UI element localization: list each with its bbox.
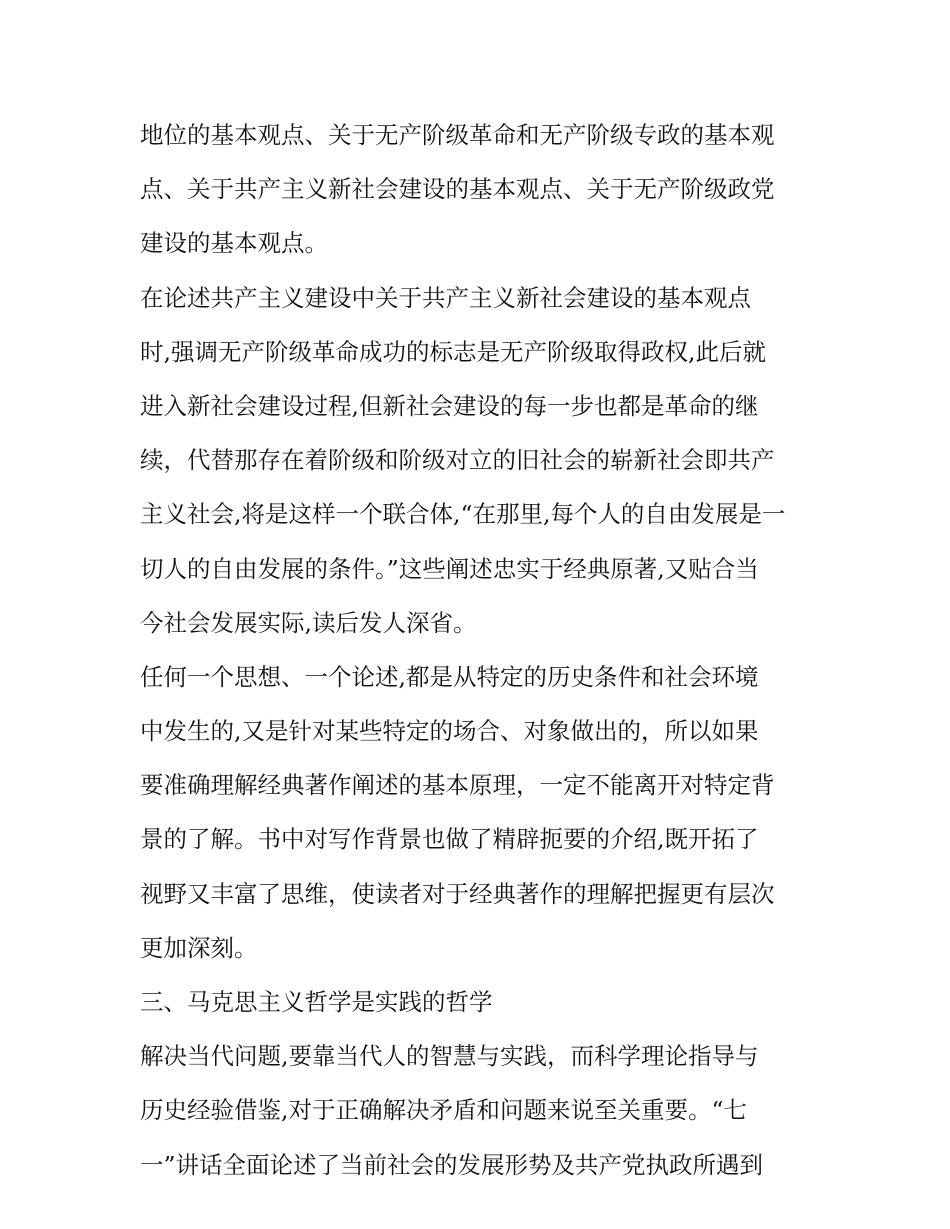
text-line: 要准确理解经典著作阐述的基本原理，一定不能离开对特定背	[140, 771, 775, 800]
text-line: 解决当代问题,要靠当代人的智慧与实践，而科学理论指导与	[140, 1042, 759, 1071]
text-line: 点、关于共产主义新社会建设的基本观点、关于无产阶级政党	[140, 175, 775, 204]
text-line: 更加深刻。	[140, 933, 258, 962]
text-line: 时,强调无产阶级革命成功的标志是无产阶级取得政权,此后就	[140, 337, 766, 366]
text-line: 中发生的,又是针对某些特定的场合、对象做出的，所以如果	[140, 717, 759, 746]
text-line: 在论述共产主义建设中关于共产主义新社会建设的基本观点	[140, 283, 751, 312]
text-line: 续，代替那存在着阶级和阶级对立的旧社会的崭新社会即共产	[140, 446, 775, 475]
text-line: 一”讲话全面论述了当前社会的发展形势及共产党执政所遇到	[140, 1150, 764, 1179]
text-line: 建设的基本观点。	[140, 229, 328, 258]
body-text	[140, 108, 840, 1192]
text-line: 任何一个思想、一个论述,都是从特定的历史条件和社会环境	[140, 662, 759, 691]
text-line: 进入新社会建设过程,但新社会建设的每一步也都是革命的继	[140, 391, 759, 420]
text-line: 地位的基本观点、关于无产阶级革命和无产阶级专政的基本观	[140, 121, 775, 149]
text-line: 历史经验借鉴,对于正确解决矛盾和问题来说至关重要。“七	[140, 1096, 747, 1125]
text-line: 今社会发展实际,读后发人深省。	[140, 608, 477, 637]
text-line: 切人的自由发展的条件。”这些阐述忠实于经典原著,又贴合当	[140, 554, 759, 583]
text-line: 视野又丰富了思维，使读者对于经典著作的理解把握更有层次	[140, 879, 775, 908]
text-line: 主义社会,将是这样一个联合体,“在那里,每个人的自由发展是一	[140, 500, 786, 529]
text-line: 景的了解。书中对写作背景也做了精辟扼要的介绍,既开拓了	[140, 825, 759, 854]
section-heading: 三、马克思主义哲学是实践的哲学	[140, 988, 493, 1016]
